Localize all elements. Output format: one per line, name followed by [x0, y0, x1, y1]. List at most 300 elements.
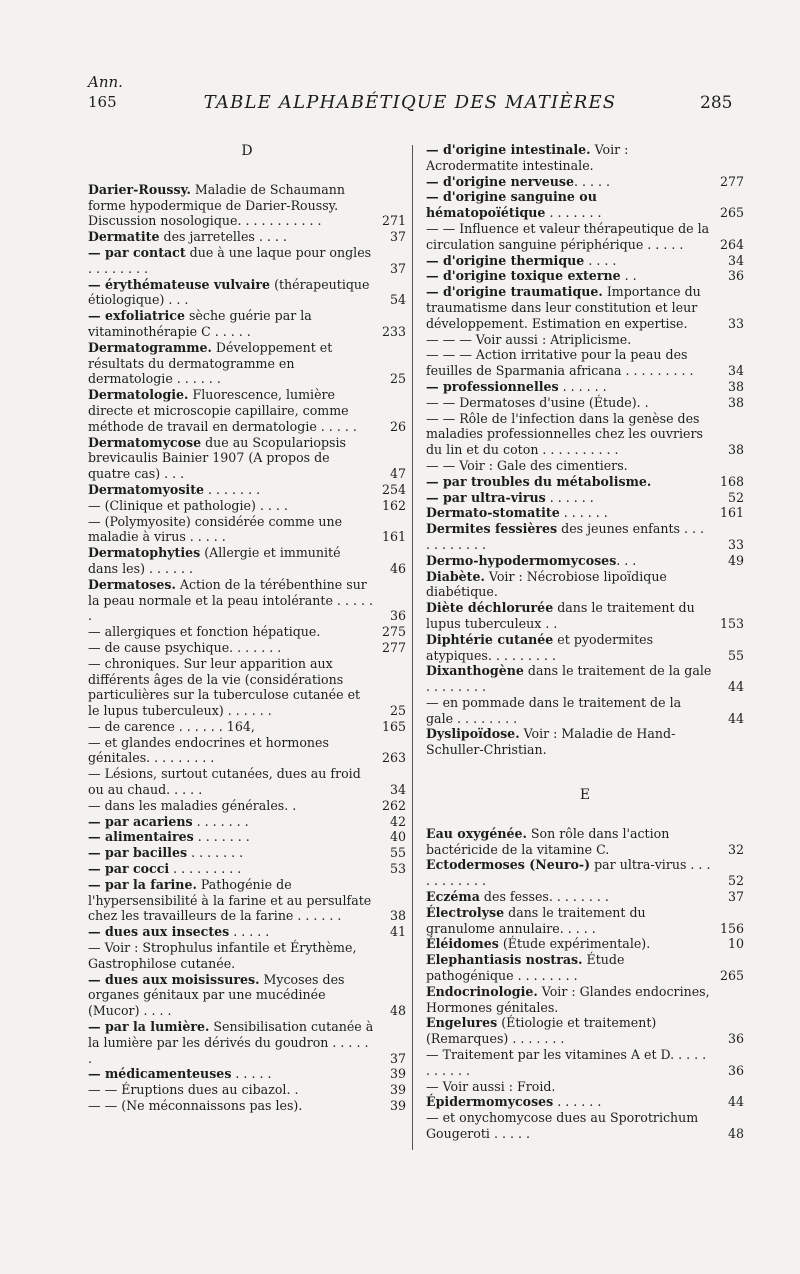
- entry-text: [88, 1098, 374, 1114]
- index-entry: [88, 545, 406, 577]
- index-entry: [426, 600, 744, 632]
- index-entry: [88, 640, 406, 656]
- entry-heading: — par acariens: [88, 813, 193, 829]
- entry-page: 168: [719, 473, 744, 489]
- entry-description: — de carence . . . . . . 164,: [88, 718, 255, 734]
- entry-page: 41: [389, 924, 406, 940]
- entry-text: [88, 719, 374, 735]
- entry-page: 44: [727, 710, 744, 726]
- entry-text: [88, 829, 374, 845]
- index-entry: [88, 277, 406, 309]
- entry-text: [88, 277, 374, 309]
- entry-page: 33: [727, 536, 744, 552]
- entry-page: 271: [381, 213, 406, 229]
- index-entry: [88, 845, 406, 861]
- entry-description: Fluorescence, lumière directe et microscopie capillaire, comme méthode de travail en dermatologie . . . . .: [88, 387, 357, 434]
- index-entry: [88, 482, 406, 498]
- index-entry: [426, 1079, 744, 1095]
- entry-page: 26: [389, 418, 406, 434]
- entry-heading: Dermatoses.: [88, 576, 176, 592]
- index-entry: [88, 498, 406, 514]
- entry-page: 153: [719, 615, 744, 631]
- entry-description: Voir : Nécrobiose lipoïdique diabétique.: [426, 568, 667, 600]
- entry-text: [426, 411, 712, 458]
- entry-text: [88, 435, 374, 482]
- entry-description: sèche guérie par la vitaminothérapie C . . . . .: [88, 308, 312, 339]
- entry-page: 32: [727, 841, 744, 857]
- index-entry: [426, 411, 744, 458]
- entry-heading: Dermatomycose: [88, 434, 202, 450]
- folio-number: 165: [88, 93, 117, 111]
- left-entries-list: [88, 182, 406, 1114]
- entry-heading: — dues aux moisissures.: [88, 971, 260, 987]
- index-entry: [88, 340, 406, 387]
- index-entry: [88, 877, 406, 924]
- entry-page: 275: [381, 624, 406, 640]
- entry-heading: — par troubles du métabolisme.: [426, 473, 652, 489]
- entry-text: [426, 663, 712, 695]
- entry-heading: Eau oxygénée.: [426, 825, 527, 841]
- entry-text: [426, 347, 712, 379]
- index-entry: [88, 387, 406, 434]
- index-entry: [426, 189, 744, 221]
- entry-heading: — par cocci: [88, 861, 170, 877]
- entry-page: 38: [389, 908, 406, 924]
- entry-page: 37: [389, 1050, 406, 1066]
- entry-text: [426, 221, 712, 253]
- index-entry: [426, 889, 744, 905]
- entry-description: . . . . . . .: [192, 813, 249, 829]
- running-title: TABLE ALPHABÉTIQUE DES MATIÈRES: [203, 92, 617, 113]
- index-entry: [88, 435, 406, 482]
- entry-description: — — Voir : Gale des cimentiers.: [426, 457, 628, 473]
- entry-text: [426, 553, 712, 569]
- entry-description: (Allergie et immunité dans les) . . . . . .: [88, 545, 341, 576]
- entry-text: [88, 861, 374, 877]
- entry-page: 264: [719, 236, 744, 252]
- entry-description: et pyodermites atypiques. . . . . . . . .: [426, 631, 654, 663]
- entry-description: dans le traitement de la gale . . . . . . . .: [426, 663, 712, 695]
- entry-description: Voir : Acrodermatite intestinale.: [426, 142, 629, 173]
- entry-description: Voir : Maladie de Hand-Schuller-Christian.: [426, 726, 676, 758]
- entry-text: [426, 632, 712, 664]
- entry-text: [426, 332, 712, 348]
- entry-heading: — par bacilles: [88, 845, 188, 861]
- index-entry: [426, 284, 744, 331]
- entry-text: [88, 245, 374, 277]
- entry-text: [88, 340, 374, 387]
- entry-heading: Diphtérie cutanée: [426, 631, 554, 647]
- entry-text: [426, 521, 712, 553]
- entry-page: 37: [727, 889, 744, 905]
- entry-heading: — médicamenteuses: [88, 1066, 232, 1082]
- entry-text: [426, 984, 712, 1016]
- entry-page: 10: [727, 936, 744, 952]
- entry-text: [88, 972, 374, 1019]
- entry-description: . . . . . . .: [187, 845, 244, 861]
- entry-text: [426, 889, 712, 905]
- entry-page: 156: [719, 920, 744, 936]
- page-number: 285: [700, 93, 733, 113]
- entry-text: [88, 877, 374, 924]
- entry-description: — — Éruptions dues au cibazol. .: [88, 1082, 299, 1098]
- index-entry: [88, 1098, 406, 1114]
- index-entry: [426, 490, 744, 506]
- entry-text: [88, 545, 374, 577]
- index-entry: [426, 857, 744, 889]
- entry-heading: Ectodermoses (Neuro-): [426, 857, 591, 873]
- entry-description: . . . . . .: [559, 505, 608, 521]
- entry-description: — de cause psychique. . . . . . .: [88, 639, 282, 655]
- entry-description: Pathogénie de l'hypersensibilité à la farine et au persulfate chez les travailleurs de la farine . . . . . .: [88, 876, 372, 924]
- entry-text: [88, 766, 374, 798]
- entry-text: [88, 514, 374, 546]
- index-entry: [88, 577, 406, 624]
- entry-page: 55: [727, 647, 744, 663]
- entry-heading: Électrolyse: [426, 904, 505, 920]
- entry-page: 52: [727, 489, 744, 505]
- entry-page: 48: [389, 1003, 406, 1019]
- entry-text: [88, 577, 374, 624]
- entry-heading: — d'origine sanguine ou hématopoïétique: [426, 189, 597, 221]
- entry-description: . . . . .: [231, 1066, 272, 1082]
- entry-text: [426, 268, 712, 284]
- entry-heading: — par la farine.: [88, 876, 197, 892]
- entry-description: (Étiologie et traitement) (Remarques) . . . . . . .: [426, 1015, 657, 1047]
- entry-description: Son rôle dans l'action bactéricide de la vitamine C.: [426, 825, 670, 857]
- right-entries-list: [426, 142, 744, 758]
- index-entry: [426, 268, 744, 284]
- entry-description: . .: [620, 268, 637, 284]
- entry-page: 39: [389, 1098, 406, 1114]
- entry-page: 162: [381, 497, 406, 513]
- entry-description: — — Rôle de l'infection dans la genèse des maladies professionnelles chez les ouvriers du lin et du coton . . . . . . . . . .: [426, 410, 703, 458]
- entry-page: 40: [389, 829, 406, 845]
- entry-text: [88, 1082, 374, 1098]
- index-entry: [426, 984, 744, 1016]
- entry-description: — allergiques et fonction hépatique.: [88, 624, 321, 640]
- entry-text: [88, 940, 374, 972]
- entry-text: [426, 600, 712, 632]
- index-entry: [88, 182, 406, 229]
- entry-page: 36: [727, 1031, 744, 1047]
- entry-text: [426, 395, 712, 411]
- entry-description: — — Influence et valeur thérapeutique de la circulation sanguine périphérique . . . . .: [426, 220, 710, 252]
- annotation-ann: Ann.: [88, 73, 123, 91]
- entry-text: [426, 905, 712, 937]
- index-entry: [426, 695, 744, 727]
- entry-page: 161: [381, 529, 406, 545]
- entry-page: 34: [727, 252, 744, 268]
- entry-page: 262: [381, 797, 406, 813]
- entry-description: dans le traitement du lupus tuberculeux . .: [426, 600, 695, 631]
- right-entries-e-list: [426, 826, 744, 1142]
- index-entry: [426, 1015, 744, 1047]
- entry-page: 54: [389, 292, 406, 308]
- entry-text: [88, 1019, 374, 1066]
- entry-page: 265: [719, 205, 744, 221]
- entry-description: par ultra-virus . . . . . . . . . . .: [426, 857, 711, 889]
- entry-page: 165: [381, 718, 406, 734]
- entry-page: 42: [389, 813, 406, 829]
- entry-heading: — par ultra-virus: [426, 489, 546, 505]
- entry-description: Importance du traumatisme dans leur constitution et leur développement. Estimation en expertise.: [426, 284, 701, 331]
- entry-description: . . . . . . . . .: [169, 861, 242, 877]
- entry-text: [426, 1110, 712, 1142]
- index-entry: [426, 1047, 744, 1079]
- index-entry: [426, 663, 744, 695]
- index-entry: [88, 308, 406, 340]
- entry-description: — — — Action irritative pour la peau des feuilles de Sparmania africana . . . . . . . . .: [426, 347, 694, 379]
- entry-page: 277: [381, 639, 406, 655]
- entry-page: 37: [389, 229, 406, 245]
- entry-description: des fesses. . . . . . . .: [479, 889, 609, 905]
- entry-page: 34: [727, 363, 744, 379]
- entry-text: [88, 387, 374, 434]
- entry-description: — Voir aussi : Froid.: [426, 1078, 556, 1094]
- entry-page: 44: [727, 1094, 744, 1110]
- entry-text: [426, 1094, 712, 1110]
- entry-description: (thérapeutique étiologique) . . .: [88, 276, 370, 308]
- entry-description: due à une laque pour ongles . . . . . . . .: [88, 244, 372, 276]
- entry-page: 46: [389, 560, 406, 576]
- entry-description: . . . . . . .: [545, 205, 602, 221]
- entry-description: due au Scopulariopsis brevicaulis Bainier 1907 (A propos de quatre cas) . . .: [88, 434, 346, 482]
- entry-page: 233: [381, 323, 406, 339]
- index-entry: [88, 829, 406, 845]
- entry-text: [88, 624, 374, 640]
- left-column: [88, 142, 406, 1114]
- entry-heading: Elephantiasis nostras.: [426, 952, 583, 968]
- entry-heading: — d'origine toxique externe: [426, 268, 621, 284]
- entry-description: . . . . . . .: [204, 481, 261, 497]
- entry-description: . . . . .: [574, 173, 611, 189]
- entry-heading: Dermatophyties: [88, 545, 201, 561]
- entry-text: [426, 952, 712, 984]
- entry-text: [426, 1079, 712, 1095]
- index-entry: [88, 719, 406, 735]
- entry-heading: — par la lumière.: [88, 1019, 210, 1035]
- entry-heading: Dermites fessières: [426, 521, 558, 537]
- entry-text: [88, 845, 374, 861]
- entry-description: Étude pathogénique . . . . . . . .: [426, 952, 625, 984]
- entry-text: [426, 490, 712, 506]
- index-entry: [426, 458, 744, 474]
- entry-text: [88, 798, 374, 814]
- index-entry: [426, 952, 744, 984]
- entry-description: Mycoses des organes génitaux par une mucédinée (Mucor) . . . .: [88, 971, 345, 1019]
- entry-description: Maladie de Schaumann forme hypodermique de Darier-Roussy. Discussion nosologique. . . . . . . . . . .: [88, 181, 345, 229]
- entry-heading: Dyslipoïdose.: [426, 726, 520, 742]
- index-entry: [426, 936, 744, 952]
- entry-page: 161: [719, 505, 744, 521]
- index-entry: [88, 798, 406, 814]
- entry-page: 36: [727, 1062, 744, 1078]
- entry-text: [88, 656, 374, 719]
- index-entry: [88, 1066, 406, 1082]
- entry-page: 33: [727, 315, 744, 331]
- index-entry: [426, 905, 744, 937]
- entry-text: [426, 379, 712, 395]
- entry-description: des jeunes enfants . . . . . . . . . . .: [426, 521, 705, 552]
- index-entry: [88, 624, 406, 640]
- index-entry: [88, 1082, 406, 1098]
- entry-page: 47: [389, 466, 406, 482]
- entry-description: . . . . .: [229, 924, 270, 940]
- entry-heading: — d'origine thermique: [426, 252, 585, 268]
- index-entry: [88, 229, 406, 245]
- entry-page: 34: [389, 782, 406, 798]
- entry-text: [426, 569, 712, 601]
- index-entry: [426, 1094, 744, 1110]
- entry-text: [426, 857, 712, 889]
- entry-page: 263: [381, 750, 406, 766]
- entry-text: [426, 284, 712, 331]
- entry-description: — et glandes endocrines et hormones génitales. . . . . . . . .: [88, 734, 329, 766]
- index-entry: [426, 347, 744, 379]
- index-entry: [426, 1110, 744, 1142]
- entry-heading: Darier-Roussy.: [88, 181, 191, 197]
- entry-heading: Diète déchlorurée: [426, 600, 554, 616]
- entry-description: — (Clinique et pathologie) . . . .: [88, 497, 288, 513]
- entry-text: [426, 936, 712, 952]
- entry-description: Développement et résultats du dermatogramme en dermatologie . . . . . .: [88, 339, 333, 387]
- entry-page: 254: [381, 481, 406, 497]
- entry-text: [426, 189, 712, 221]
- entry-page: 38: [727, 394, 744, 410]
- entry-text: [88, 735, 374, 767]
- entry-heading: Dermato-stomatite: [426, 505, 560, 521]
- entry-page: 277: [719, 173, 744, 189]
- entry-page: 38: [727, 442, 744, 458]
- entry-page: 25: [389, 703, 406, 719]
- index-entry: [88, 940, 406, 972]
- entry-page: 37: [389, 260, 406, 276]
- entry-description: — Lésions, surtout cutanées, dues au froid ou au chaud. . . . .: [88, 766, 361, 798]
- entry-heading: — érythémateuse vulvaire: [88, 276, 271, 292]
- index-entry: [88, 814, 406, 830]
- index-entry: [88, 656, 406, 719]
- index-entry: [88, 766, 406, 798]
- entry-description: (Étude expérimentale).: [498, 936, 651, 952]
- entry-description: — et onychomycose dues au Sporotrichum Gougeroti . . . . .: [426, 1110, 699, 1142]
- entry-description: — chroniques. Sur leur apparition aux différents âges de la vie (considérations particulières sur la tuberculose cutanée et le lupus tuberculeux) . . . . . .: [88, 655, 361, 719]
- entry-text: [88, 182, 374, 229]
- entry-page: 39: [389, 1066, 406, 1082]
- entry-text: [426, 826, 712, 858]
- entry-text: [88, 308, 374, 340]
- entry-text: [88, 482, 374, 498]
- entry-page: 38: [727, 378, 744, 394]
- entry-heading: Dermatomyosite: [88, 481, 205, 497]
- entry-page: 39: [389, 1082, 406, 1098]
- entry-heading: — d'origine intestinale.: [426, 142, 591, 157]
- index-entry: [88, 245, 406, 277]
- entry-heading: Dermo-hypodermomycoses: [426, 552, 617, 568]
- entry-page: 48: [727, 1126, 744, 1142]
- entry-description: — — Dermatoses d'usine (Étude). .: [426, 394, 649, 410]
- entry-heading: — d'origine nerveuse: [426, 173, 574, 189]
- entry-description: — dans les maladies générales. .: [88, 797, 297, 813]
- entry-text: [88, 229, 374, 245]
- index-entry: [88, 924, 406, 940]
- entry-text: [88, 1066, 374, 1082]
- entry-description: dans le traitement du granulome annulaire. . . . .: [426, 904, 646, 936]
- index-entry: [426, 221, 744, 253]
- entry-heading: Dermatogramme.: [88, 339, 212, 355]
- index-entry: [426, 726, 744, 758]
- entry-heading: Épidermomycoses: [426, 1094, 554, 1110]
- index-entry: [426, 395, 744, 411]
- entry-description: . . . . . .: [558, 378, 607, 394]
- column-divider: [412, 145, 413, 1150]
- entry-text: [426, 474, 712, 490]
- entry-description: — — — Voir aussi : Atriplicisme.: [426, 331, 632, 347]
- entry-description: . . . . . .: [553, 1094, 602, 1110]
- entry-text: [88, 924, 374, 940]
- entry-description: — Voir : Strophulus infantile et Érythème, Gastrophilose cutanée.: [88, 940, 357, 971]
- entry-heading: Diabète.: [426, 568, 485, 584]
- entry-description: . . . . . .: [545, 489, 594, 505]
- entry-heading: Eczéma: [426, 889, 480, 905]
- index-entry: [426, 505, 744, 521]
- entry-text: [426, 695, 712, 727]
- index-entry: [426, 253, 744, 269]
- entry-description: — Traitement par les vitamines A et D. . . . . . . . . . .: [426, 1047, 707, 1078]
- entry-heading: Endocrinologie.: [426, 983, 538, 999]
- index-entry: [426, 474, 744, 490]
- entry-text: [426, 253, 712, 269]
- entry-description: Action de la térébenthine sur la peau normale et la peau intolérante . . . . . .: [88, 576, 373, 624]
- entry-text: [426, 174, 712, 190]
- entry-heading: Dixanthogène: [426, 663, 524, 679]
- entry-page: 55: [389, 845, 406, 861]
- entry-page: 49: [727, 552, 744, 568]
- entry-page: 53: [389, 861, 406, 877]
- entry-heading: — professionnelles: [426, 378, 559, 394]
- index-entry: [426, 632, 744, 664]
- entry-text: [426, 726, 712, 758]
- entry-heading: Engelures: [426, 1015, 498, 1031]
- entry-description: — (Polymyosite) considérée comme une maladie à virus . . . . .: [88, 513, 343, 545]
- index-entry: [88, 1019, 406, 1066]
- entry-heading: — dues aux insectes: [88, 924, 230, 940]
- entry-description: . . .: [616, 552, 637, 568]
- index-entry: [426, 174, 744, 190]
- index-entry: [88, 735, 406, 767]
- entry-text: [426, 458, 712, 474]
- index-entry: [426, 553, 744, 569]
- entry-heading: Éléidomes: [426, 936, 499, 952]
- index-entry: [426, 332, 744, 348]
- entry-heading: Dermatite: [88, 229, 160, 245]
- index-entry: [426, 142, 744, 174]
- right-column: [426, 142, 744, 1142]
- index-entry: [426, 521, 744, 553]
- entry-description: — — (Ne méconnaissons pas les).: [88, 1098, 303, 1114]
- entry-description: des jarretelles . . . .: [159, 229, 287, 245]
- entry-page: 265: [719, 968, 744, 984]
- index-entry: [426, 569, 744, 601]
- index-entry: [88, 861, 406, 877]
- section-letter-d: D: [241, 143, 253, 159]
- index-entry: [426, 379, 744, 395]
- entry-page: 36: [389, 608, 406, 624]
- entry-heading: — d'origine traumatique.: [426, 284, 603, 300]
- entry-page: 36: [727, 268, 744, 284]
- entry-text: [426, 1015, 712, 1047]
- entry-page: 44: [727, 679, 744, 695]
